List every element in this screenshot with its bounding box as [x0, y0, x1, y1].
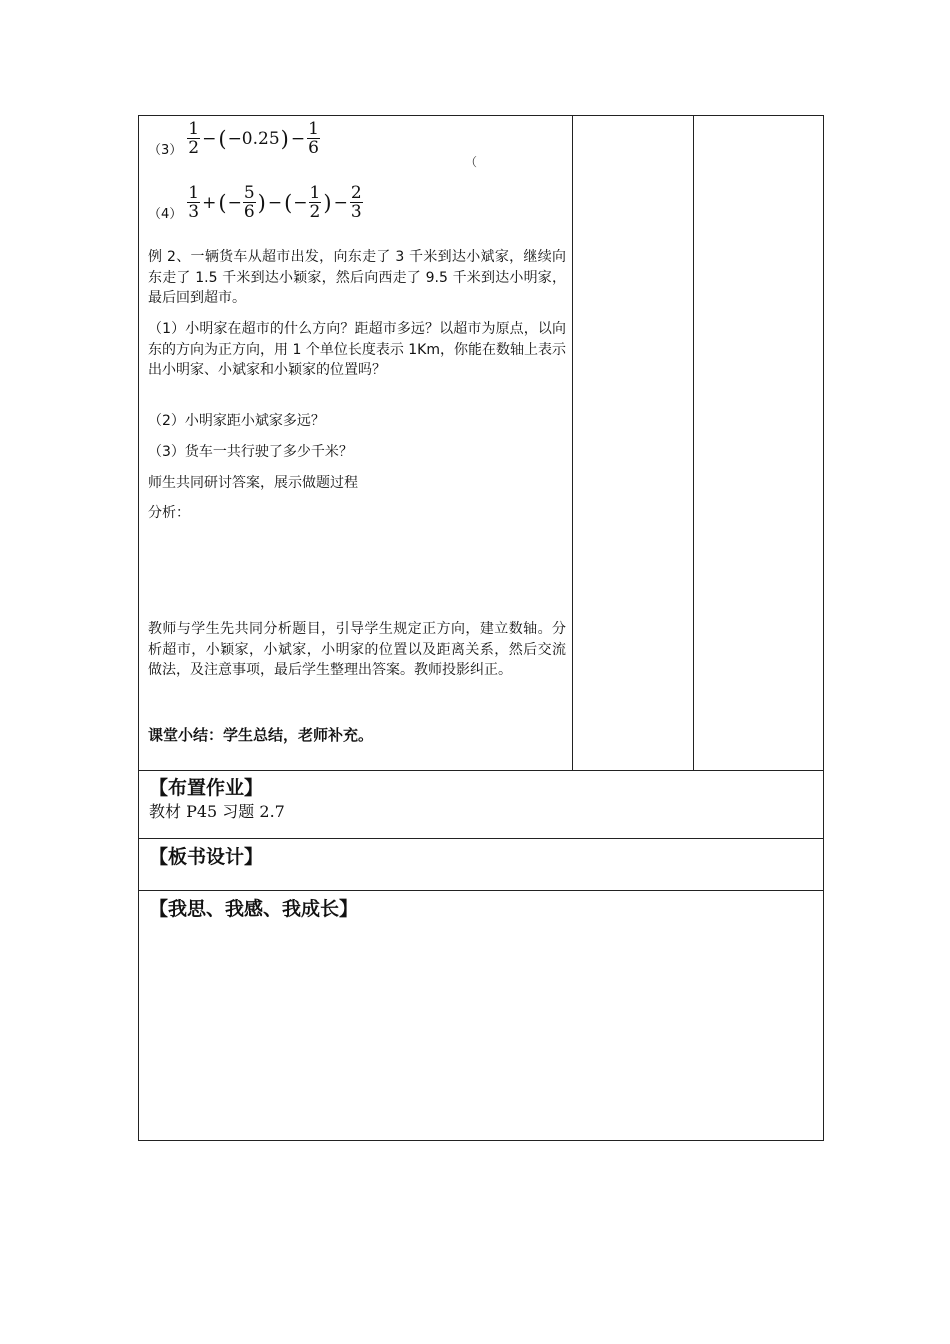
lesson-table	[138, 115, 824, 1141]
row-divider-3	[139, 890, 823, 891]
exercise-3	[148, 120, 321, 157]
homework-title: 【布置作业】	[149, 777, 264, 799]
exercise-label: （3）	[148, 143, 183, 158]
homework-content: 教材 P45 习题 2.7	[149, 802, 285, 821]
row-divider-2	[139, 838, 823, 839]
example-2-question-3: （3）货车一共行驶了多少千米？	[148, 444, 353, 460]
exercise-4	[148, 184, 364, 221]
example-2-text: 例 2、一辆货车从超市出发，向东走了 3 千米到达小斌家，继续向东走了 1.5 千米到达小颖家，然后向西走了 9.5 千米到达小明家，最后回到超市。	[148, 249, 566, 306]
board-design-title: 【板书设计】	[149, 846, 264, 868]
class-summary: 课堂小结：学生总结，老师补充。	[148, 726, 374, 744]
column-divider-2	[693, 116, 694, 770]
example-2-question-2: （2）小明家距小斌家多远？	[148, 413, 325, 429]
example-2-question-1: （1）小明家在超市的什么方向？距超市多远？以超市为原点，以向东的方向为正方向，用 1 个单位长度表示 1Km，你能在数轴上表示出小明家、小斌家和小颖家的位置吗？	[148, 321, 566, 378]
math-expression: $\frac{1}{3}$ + ( − $\frac{5}{6}$ ) − ( − $\frac{1}{2}$ ) − $\frac{2}{3}$	[188, 183, 362, 222]
row-divider-1	[139, 770, 823, 771]
teacher-note: 教师与学生先共同分析题目，引导学生规定正方向，建立数轴。分析超市，小颖家，小斌家，小明家的位置以及距离关系，然后交流做法，及注意事项，最后学生整理出答案。教师投影纠正。	[148, 621, 566, 678]
discussion-text: 师生共同研讨答案，展示做题过程	[148, 475, 358, 491]
math-expression: $\frac{1}{2}$ − ( −0.25 ) − $\frac{1}{6}$	[188, 119, 319, 158]
reflection-title: 【我思、我感、我成长】	[149, 898, 359, 920]
analysis-label: 分析：	[148, 505, 190, 521]
column-divider-1	[572, 116, 573, 770]
exercise-label: （4）	[148, 207, 183, 222]
stray-paren-mark: （	[465, 155, 478, 169]
